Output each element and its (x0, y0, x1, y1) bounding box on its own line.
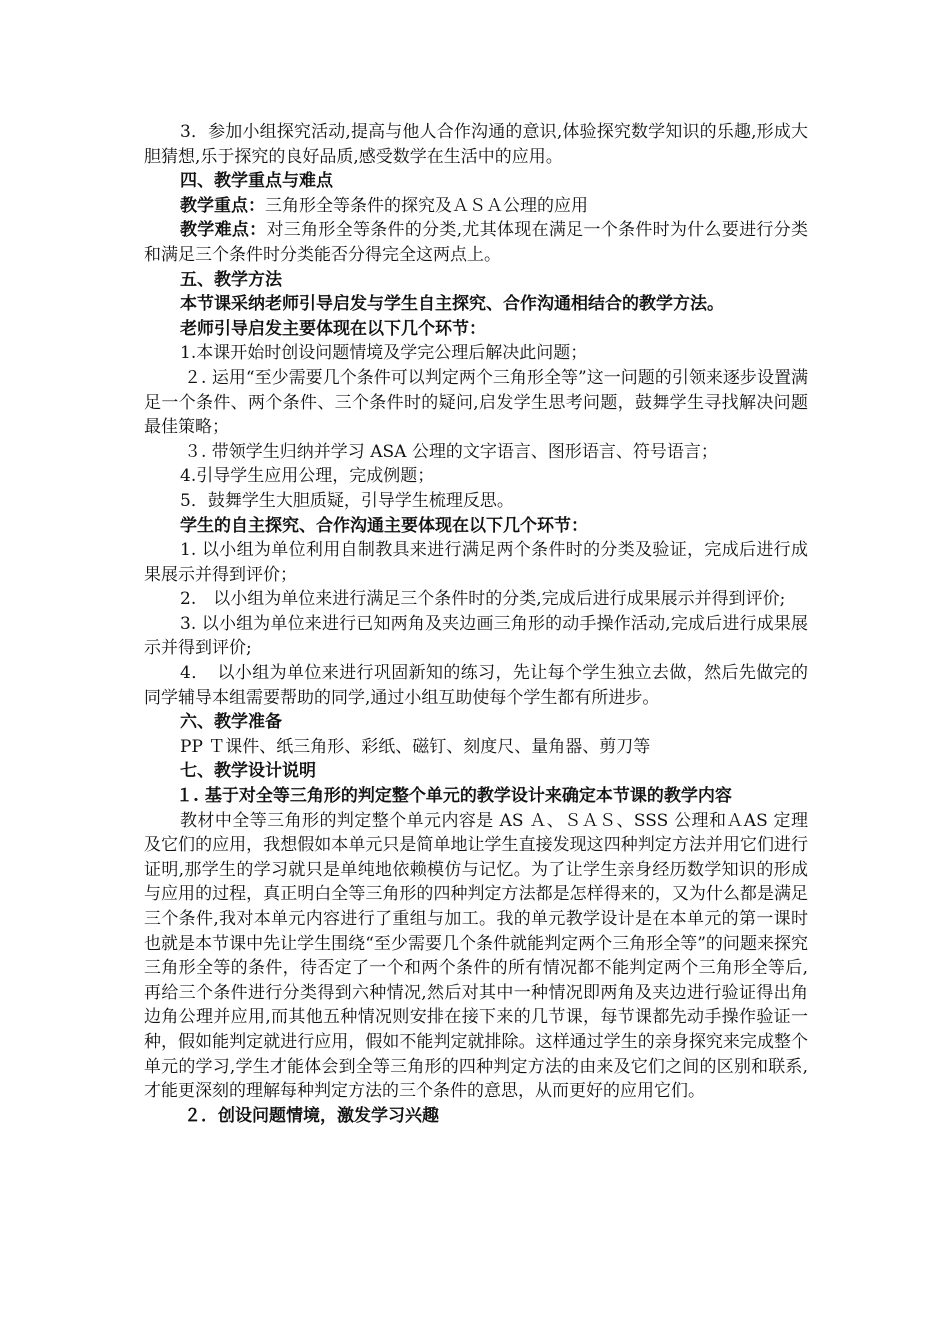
student-item-2: 2. 以小组为单位来进行满足三个条件时的分类,完成后进行成果展示并得到评价; (180, 589, 786, 610)
section-6-heading: 六、教学准备 (180, 712, 282, 733)
student-item-3: 3. 以小组为单位来进行已知两角及夹边画三角形的动手操作活动,完成后进行成果展示并得到评价; (144, 613, 808, 659)
goal-3-paragraph: 3．参加小组探究活动,提高与他人合作沟通的意识,体验探究数学知识的乐趣,形成大胆猜想,乐于探究的良好品质,感受数学在生活中的应用。 (144, 122, 808, 167)
teacher-item-5: 5．鼓舞学生大胆质疑，引导学生梳理反思。 (180, 490, 514, 511)
teacher-item-1: 1.本课开始时创设问题情境及学完公理后解决此问题； (180, 343, 588, 364)
method-intro: 本节课采纳老师引导启发与学生自主探究、合作沟通相结合的教学方法。 (180, 294, 724, 315)
section-4-heading: 四、教学重点与难点 (180, 171, 333, 192)
section-5-heading: 五、教学方法 (180, 269, 282, 290)
student-item-1: 1. 以小组为单位利用自制教具来进行满足两个条件时的分类及验证，完成后进行成果展示并得到评价； (144, 540, 808, 585)
student-activity-heading: 学生的自主探究、合作沟通主要体现在以下几个环节： (180, 515, 588, 536)
difficulty-text: 对三角形全等条件的分类,尤其体现在满足一个条件时为什么要进行分类和满足三个条件时分类能否分得完全这两点上。 (144, 220, 809, 265)
teacher-guidance-heading: 老师引导启发主要体现在以下几个环节： (180, 318, 486, 339)
difficulty-paragraph (144, 218, 808, 267)
section-7-heading: 七、教学设计说明 (180, 761, 316, 782)
teacher-item-3: ３. 带领学生归纳并学习 ASA 公理的文字语言、图形语言、符号语言； (184, 441, 718, 462)
key-point-paragraph (144, 194, 808, 219)
teacher-item-4: 4.引导学生应用公理，完成例题； (180, 466, 435, 487)
preparation-list: PP Ｔ课件、纸三角形、彩纸、磁钉、刻度尺、量角器、剪刀等 (180, 736, 651, 757)
design-2-heading: ２．创设问题情境，激发学习兴趣 (184, 1105, 439, 1126)
difficulty-label: 教学难点： (180, 220, 267, 241)
student-item-4: 4． 以小组为单位来进行巩固新知的练习，先让每个学生独立去做，然后先做完的同学辅导本组需要帮助的同学,通过小组互助使每个学生都有所进步。 (144, 663, 808, 708)
design-1-body: 教材中全等三角形的判定整个单元内容是 AS Ａ、ＳＡＳ、SSS 公理和ＡAS 定理及它们的应用，我想假如本单元只是简单地让学生直接发现这四种判定方法并用它们进行证明,那学生的学习就只是单纯地依赖模仿与记忆。为了让学生亲身经历数学知识的形成与应用的过程，真正明白全等三角形的四种判定方法都是怎样得来的，又为什么都是满足三个条件,我对本单元内容进行了重组与加工。我的单元教学设计是在本单元的第一课时也就是本节课中先让学生围绕“至少需要几个条件就能判定两个三角形全等”的问题来探究三角形全等的条件，待否定了一个和两个条件的所有情况都不能判定两个三角形全等后,再给三个条件进行分类得到六种情况,然后对其中一种情况即两角及夹边进行验证得出角边角公理并应用,而其他五种情况则安排在接下来的几节课，每节课都先动手操作验证一种，假如能判定就进行应用，假如不能判定就排除。这样通过学生的亲身探究来完成整个单元的学习,学生才能体会到全等三角形的四种判定方法的由来及它们之间的区别和联系,才能更深刻的理解每种判定方法的三个条件的意思，从而更好的应用它们。 (144, 810, 808, 1102)
design-1-heading: １. 基于对全等三角形的判定整个单元的教学设计来确定本节课的教学内容 (176, 786, 732, 807)
document-page (144, 120, 808, 1128)
key-point-text: 三角形全等条件的探究及ＡＳＡ公理的应用 (265, 195, 588, 216)
key-point-label: 教学重点： (180, 195, 265, 216)
teacher-item-2: ２. 运用“至少需要几个条件可以判定两个三角形全等”这一问题的引领来逐步设置满足一个条件、两个条件、三个条件时的疑问,启发学生思考问题，鼓舞学生寻找解决问题最佳策略； (144, 367, 808, 438)
